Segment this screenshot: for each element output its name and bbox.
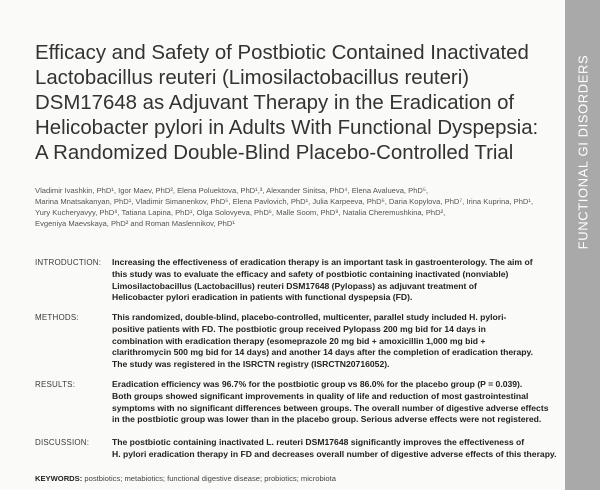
results-line: symptoms with no significant differences between groups. The overall number of digestive adverse effects [112, 402, 549, 413]
title-line-3: DSM17648 as Adjuvant Therapy in the Eradication of [35, 92, 515, 114]
methods-line: clarithromycin 500 mg bid for 14 days) and another 14 days after the completion of eradication therapy. [112, 347, 534, 358]
introduction-text [112, 257, 557, 304]
title-line-1: Efficacy and Safety of Postbiotic Contained Inactivated [35, 42, 529, 64]
author-line: Vladimir Ivashkin, PhD¹, Igor Maev, PhD², Elena Poluektova, PhD¹,³, Alexander Sinitsa, PhD⁴, Elena Avalueva, PhD⁵, [35, 186, 429, 195]
introduction-line: Limosilactobacillus (Lactobacillus) reuteri DSM17648 (Pylopass) as adjuvant treatment of [112, 280, 477, 291]
results-label: RESULTS: [35, 380, 76, 389]
results-line: in the postbiotic group was lower than in the placebo group. Serious adverse effects were not registered. [112, 414, 542, 425]
keywords-text: postbiotics; metabiotics; functional digestive disease; probiotics; microbiota [84, 474, 336, 483]
introduction-line: Increasing the effectiveness of eradication therapy is an important task in gastroenterology. The aim of [112, 257, 533, 267]
discussion-line: H. pylori eradication therapy in FD and decreases overall number of digestive adverse effects of this therapy. [112, 448, 557, 459]
methods-line: positive patients with FD. The postbiotic group received Pylopass 200 mg bid for 14 days in [112, 323, 486, 334]
discussion-text [112, 437, 557, 461]
introduction-line: Helicobacter pylori eradication in patients with functional dyspepsia (FD). [112, 292, 413, 303]
article-title [35, 41, 560, 166]
results-line: Eradication efficiency was 96.7% for the postbiotic group vs 86.0% for the placebo group (P = 0.039). [112, 379, 523, 389]
methods-text [112, 312, 557, 371]
author-line: Evgeniya Maevskaya, PhD² and Roman Maslennikov, PhD¹ [35, 219, 235, 228]
title-line-2: Lactobacillus reuteri (Limosilactobacillus reuteri) [35, 67, 470, 89]
introduction-line: this study was to evaluate the efficacy and safety of postbiotic containing inactivated (nonviable) [112, 268, 509, 279]
results-line: Both groups showed significant improvements in quality of life and reduction of most gastrointestinal [112, 390, 529, 401]
section-side-tab-label: FUNCTIONAL GI DISORDERS [575, 54, 591, 250]
author-line: Marina Mnatsakanyan, PhD¹, Vladimir Simanenkov, PhD⁵, Elena Pavlovich, PhD¹, Julia Karpeeva, PhD⁶, Daria Kopylova, PhD⁷, Irina Kuprina, PhD¹, [35, 197, 534, 206]
keywords [35, 474, 555, 483]
results-text [112, 379, 557, 426]
methods-line: This randomized, double-blind, placebo-controlled, multicenter, parallel study included H. pylori- [112, 312, 507, 322]
methods-line: combination with eradication therapy (esomeprazole 20 mg bid + amoxicillin 1,000 mg bid + [112, 335, 486, 346]
author-line: Yury Kucheryavyy, PhD⁸, Tatiana Lapina, PhD¹, Olga Solovyeva, PhD⁶, Malle Soom, PhD⁹, Natalia Cheremushkina, PhD², [35, 208, 446, 217]
methods-label: METHODS: [35, 313, 79, 322]
keywords-label: KEYWORDS: [35, 474, 83, 483]
title-line-5: A Randomized Double-Blind Placebo-Controlled Trial [35, 142, 514, 164]
discussion-label: DISCUSSION: [35, 438, 90, 447]
introduction-label: INTRODUCTION: [35, 258, 102, 267]
methods-line: The study was registered in the ISRCTN registry (ISRCTN20716052). [112, 359, 390, 370]
title-line-4: Helicobacter pylori in Adults With Functional Dyspepsia: [35, 117, 539, 139]
author-list [35, 185, 565, 229]
discussion-line: The postbiotic containing inactivated L. reuteri DSM17648 significantly improves the effectiveness of [112, 437, 525, 447]
